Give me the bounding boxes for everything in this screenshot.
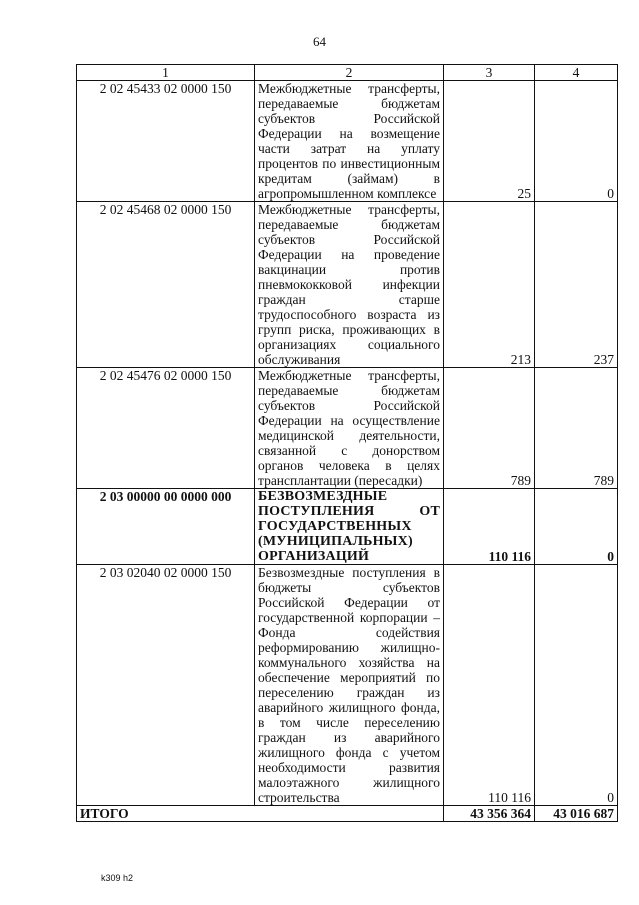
table-row [77,368,618,489]
description: Межбюджетные трансферты, передаваемые бюджетам субъектов Российской Федерации на проведение вакцинации против пневмококковой инфекции граждан старше трудоспособного возраста из групп риска, проживающих в организациях социального обслуживания [255,202,444,368]
header-cell-2: 2 [255,65,444,81]
total-label: ИТОГО [77,806,444,822]
table-header-row [77,65,618,81]
description: Межбюджетные трансферты, передаваемые бюджетам субъектов Российской Федерации на осуществление медицинской деятельности, связанной с донорством органов человека в целях трансплантации (пересадки) [255,368,444,489]
total-row [77,806,618,822]
header-cell-3: 3 [444,65,535,81]
table-row [77,81,618,202]
amount-col3: 110 116 [444,565,535,806]
budget-code: 2 03 02040 02 0000 150 [77,565,255,806]
table-row-section [77,489,618,565]
budget-code: 2 02 45476 02 0000 150 [77,368,255,489]
header-cell-4: 4 [535,65,618,81]
page-number: 64 [313,34,326,49]
budget-code: 2 03 00000 00 0000 000 [77,489,255,565]
amount-col3: 213 [444,202,535,368]
header-cell-1: 1 [77,65,255,81]
amount-col4: 0 [535,81,618,202]
amount-col4: 789 [535,368,618,489]
amount-col4: 237 [535,202,618,368]
budget-code: 2 02 45468 02 0000 150 [77,202,255,368]
amount-col3: 25 [444,81,535,202]
total-col3: 43 356 364 [444,806,535,822]
description: Межбюджетные трансферты, передаваемые бюджетам субъектов Российской Федерации на возмещение части затрат на уплату процентов по инвестиционным кредитам (займам) в агропромышленном комплексе [255,81,444,202]
amount-col4: 0 [535,489,618,565]
table-row [77,565,618,806]
budget-code: 2 02 45433 02 0000 150 [77,81,255,202]
description: Безвозмездные поступления в бюджеты субъектов Российской Федерации от государственной корпорации – Фонда содействия реформированию жилищно-коммунального хозяйства на обеспечение мероприятий по переселению граждан из аварийного жилищного фонда, в том числе переселению граждан из аварийного жилищного фонда с учетом необходимости развития малоэтажного жилищного строительства [255,565,444,806]
amount-col4: 0 [535,565,618,806]
amount-col3: 789 [444,368,535,489]
amount-col3: 110 116 [444,489,535,565]
budget-table [76,64,618,822]
total-col4: 43 016 687 [535,806,618,822]
description: БЕЗВОЗМЕЗДНЫЕ ПОСТУПЛЕНИЯ ОТ ГОСУДАРСТВЕННЫХ (МУНИЦИПАЛЬНЫХ) ОРГАНИЗАЦИЙ [255,489,444,565]
footer-code: k309 h2 [101,873,134,883]
table-row [77,202,618,368]
